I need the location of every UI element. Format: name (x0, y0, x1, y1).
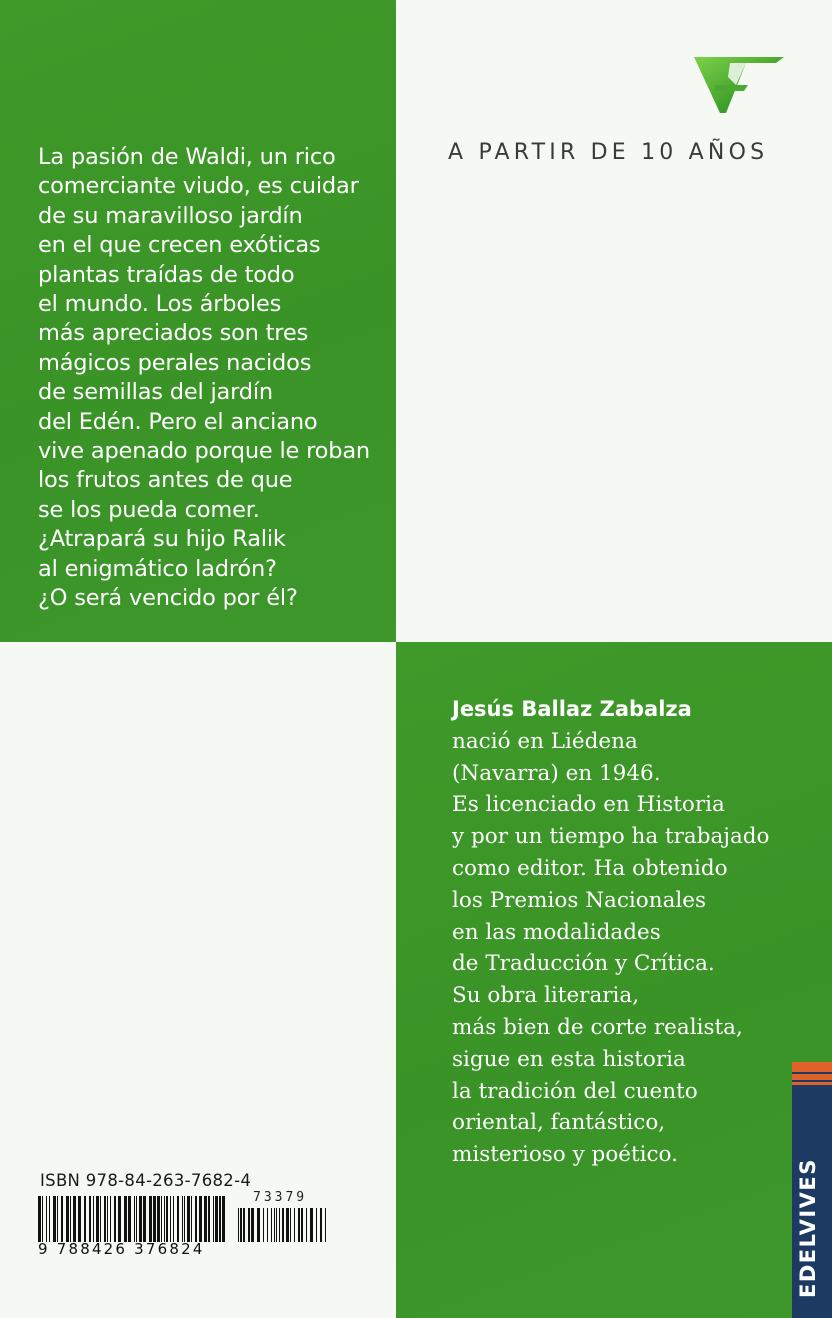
barcode-bar (263, 1208, 264, 1242)
barcode-bar (282, 1208, 284, 1242)
author-name: Jesús Ballaz Zabalza (452, 697, 692, 721)
synopsis-line: el mundo. Los árboles (38, 291, 282, 318)
barcode-bar (38, 1196, 41, 1242)
barcode-bar (84, 1196, 86, 1242)
barcode-bar (89, 1196, 91, 1242)
barcode-bar (61, 1196, 63, 1242)
synopsis-line: del Edén. Pero el anciano (38, 408, 318, 435)
barcode-bar (57, 1196, 58, 1242)
barcode-bar (240, 1208, 242, 1242)
barcode-bar (320, 1208, 322, 1242)
synopsis-line: en el que crecen exóticas (38, 232, 321, 259)
synopsis-line: vive apenado porque le roban (38, 438, 370, 465)
barcode-bar (267, 1208, 268, 1242)
bio-line: nació en Liédena (452, 728, 638, 754)
barcode-bar (215, 1196, 218, 1242)
barcode-bar (78, 1196, 81, 1242)
barcode-bar (114, 1196, 116, 1242)
barcode-bar (195, 1196, 197, 1242)
bio-line: sigue en esta historia (452, 1046, 686, 1072)
barcode-bar (93, 1196, 94, 1242)
barcode-bar (136, 1196, 137, 1242)
publisher-name: EDELVIVES (796, 1158, 820, 1298)
bio-line: de Traducción y Crítica. (452, 951, 715, 977)
barcode-bar (124, 1196, 127, 1242)
bio-line: más bien de corte realista, (452, 1014, 743, 1040)
synopsis-line: mágicos perales nacidos (38, 349, 312, 376)
barcode (38, 1190, 328, 1260)
barcode-bar (53, 1196, 56, 1242)
bio-line: y por un tiempo ha trabajado (452, 824, 770, 850)
author-bio (452, 694, 822, 1171)
barcode-bar (73, 1196, 76, 1242)
barcode-bar (325, 1208, 326, 1242)
spine-stripe (792, 1062, 832, 1072)
synopsis-line: de su maravilloso jardín (38, 202, 303, 229)
barcode-bar (104, 1196, 106, 1242)
synopsis-line: La pasión de Waldi, un rico (38, 144, 336, 170)
bio-line: Su obra literaria, (452, 983, 640, 1009)
barcode-bar (301, 1208, 303, 1242)
synopsis-line: ¿Atrapará su hijo Ralik (38, 526, 286, 553)
bio-line: como editor. Ha obtenido (452, 855, 728, 881)
barcode-main-icon (38, 1196, 226, 1242)
isbn-label: ISBN 978-84-263-7682-4 (40, 1171, 252, 1190)
bio-line: en las modalidades (452, 919, 661, 945)
bio-line: los Premios Nacionales (452, 887, 707, 913)
barcode-bar (213, 1196, 214, 1242)
series-logo-icon (690, 55, 786, 115)
barcode-bar (139, 1196, 142, 1242)
barcode-bar (204, 1196, 207, 1242)
barcode-bar (66, 1196, 69, 1242)
barcode-bar (306, 1208, 307, 1242)
barcode-bar (184, 1196, 185, 1242)
barcode-bar (222, 1196, 225, 1242)
barcode-bar (191, 1196, 192, 1242)
barcode-bar (187, 1196, 190, 1242)
barcode-bar (170, 1196, 171, 1242)
barcode-bar (100, 1196, 101, 1242)
barcode-bar (251, 1208, 254, 1242)
barcode-bar (107, 1196, 108, 1242)
barcode-bar (143, 1196, 146, 1242)
barcode-bar (294, 1208, 295, 1242)
barcode-bar (286, 1208, 289, 1242)
barcode-digits: 9 788426 376824 (38, 1240, 205, 1258)
barcode-bar (274, 1208, 275, 1242)
barcode-bar (279, 1208, 280, 1242)
barcode-bar (166, 1196, 168, 1242)
barcode-bar (153, 1196, 156, 1242)
bio-line: (Navarra) en 1946. (452, 760, 661, 786)
barcode-bar (161, 1196, 162, 1242)
barcode-bar (208, 1196, 210, 1242)
age-range-label: A PARTIR DE 10 AÑOS (448, 140, 769, 165)
barcode-bar (276, 1208, 277, 1242)
barcode-bar (118, 1196, 121, 1242)
barcode-bar (149, 1196, 152, 1242)
barcode-bar (96, 1196, 99, 1242)
barcode-addon-digits: 73379 (253, 1190, 308, 1205)
barcode-bar (182, 1196, 183, 1242)
barcode-bar (298, 1208, 300, 1242)
bio-line: Es licenciado en Historia (452, 792, 725, 818)
synopsis-line: los frutos antes de que (38, 467, 293, 494)
barcode-bar (199, 1196, 202, 1242)
synopsis-line: se los pueda comer. (38, 496, 260, 523)
synopsis-text (38, 143, 388, 614)
barcode-bar (46, 1196, 47, 1242)
barcode-bar (134, 1196, 135, 1242)
spine-stripe (792, 1082, 832, 1085)
barcode-bar (70, 1196, 71, 1242)
barcode-bar (173, 1196, 174, 1242)
barcode-bar (310, 1208, 313, 1242)
barcode-bar (49, 1196, 50, 1242)
bio-line: oriental, fantástico, (452, 1110, 666, 1136)
barcode-bar (157, 1196, 160, 1242)
spine-stripe (792, 1074, 832, 1080)
synopsis-line: plantas traídas de todo (38, 261, 295, 288)
barcode-bar (177, 1196, 179, 1242)
synopsis-line: más apreciados son tres (38, 320, 309, 347)
barcode-bar (164, 1196, 165, 1242)
barcode-bar (238, 1208, 239, 1242)
barcode-bar (219, 1196, 221, 1242)
synopsis-line: al enigmático ladrón? (38, 555, 277, 582)
barcode-bar (271, 1208, 272, 1242)
barcode-bar (243, 1208, 245, 1242)
synopsis-line: ¿O será vencido por él? (38, 585, 298, 612)
barcode-bar (110, 1196, 111, 1242)
barcode-bar (290, 1208, 291, 1242)
barcode-bar (316, 1208, 317, 1242)
barcode-addon-icon (238, 1208, 326, 1242)
barcode-bar (257, 1208, 260, 1242)
barcode-bar (128, 1196, 131, 1242)
synopsis-line: comerciante viudo, es cuidar (38, 173, 359, 200)
bio-line: misterioso y poético. (452, 1142, 678, 1168)
barcode-bar (248, 1208, 250, 1242)
barcode-bar (42, 1196, 43, 1242)
synopsis-line: de semillas del jardín (38, 379, 273, 406)
bio-line: la tradición del cuento (452, 1078, 698, 1104)
